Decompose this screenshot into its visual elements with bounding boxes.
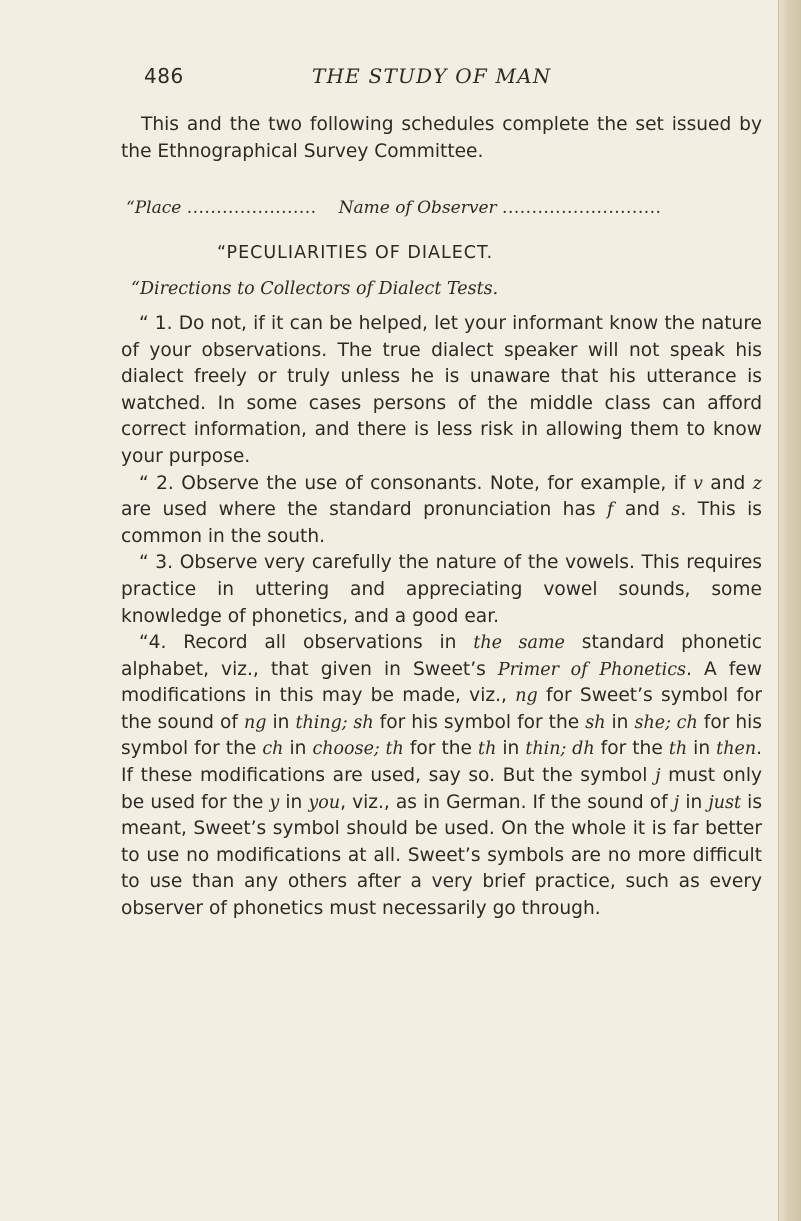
- direction-1: “ 1. Do not, if it can be helped, let your informant know the nature of your observations. The true dialect speaker will not speak his dialect freely or truly unless he is unaware that his utterance is watched. In some cases persons of the middle class can afford correct information, and there is less risk in allowing them to know your purpose.: [121, 312, 762, 467]
- form-line: [121, 195, 762, 222]
- running-title: THE STUDY OF MAN: [312, 64, 552, 88]
- page-edge: [778, 0, 801, 1221]
- page-header: [144, 64, 704, 94]
- direction-4: “4. Record all observations in the same standard phonetic alphabet, viz., that given in Sweet’s Primer of Phonetics. A few modifications in this may be made, viz., ng for Sweet’s symbol for the sound of ng in thing; sh for his symbol for the sh in she; ch for his symbol for the ch in choose; th for the th in thin; dh for the th in then. If these modifications are used, say so. But the symbol j must only be used for the y in you, viz., as in German. If the sound of j in just is meant, Sweet’s symbol should be used. On the whole it is far better to use no modifications at all. Sweet’s symbols are no more difficult to use than any others after a very brief practice, such as every observer of phonetics must necessarily go through.: [121, 632, 763, 920]
- page-body: [121, 112, 762, 923]
- page-number: 486: [144, 64, 184, 88]
- open-quote: “: [126, 198, 135, 219]
- section-subheading: “Directions to Collectors of Dialect Tests.: [131, 279, 499, 300]
- observer-label: Name of Observer: [338, 198, 497, 219]
- place-blank: ......................: [186, 198, 317, 219]
- direction-3: “ 3. Observe very carefully the nature of the vowels. This requires practice in uttering and appreciating vowel sounds, some knowledge of phonetics, and a good ear.: [121, 552, 762, 627]
- section-heading: “PECULIARITIES OF DIALECT.: [217, 242, 494, 263]
- place-label: Place: [134, 198, 182, 219]
- observer-blank: ...........................: [502, 198, 662, 219]
- direction-2: “ 2. Observe the use of consonants. Note, for example, if v and z are used where the standard pronunciation has f and s. This is common in the south.: [121, 472, 762, 547]
- intro-paragraph: This and the two following schedules complete the set issued by the Ethnographical Survey Committee.: [121, 114, 762, 162]
